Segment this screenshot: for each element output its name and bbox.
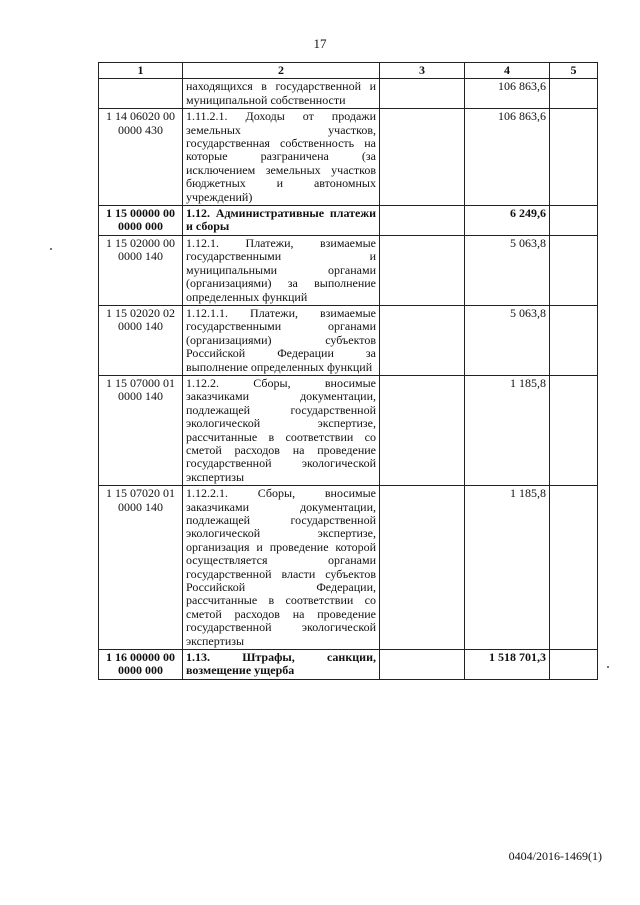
table-header-row — [99, 63, 598, 79]
row-code: 1 14 06020 00 0000 430 — [99, 109, 183, 206]
row-code: 1 15 02020 02 0000 140 — [99, 305, 183, 375]
row-col-3 — [380, 486, 465, 650]
header-col-5: 5 — [550, 63, 598, 79]
table-row — [99, 79, 598, 109]
row-col-3 — [380, 650, 465, 680]
row-col-5 — [550, 486, 598, 650]
row-code: 1 15 07000 01 0000 140 — [99, 375, 183, 485]
row-name: 1.13. Штрафы, санкции, возмещение ущерба — [183, 650, 380, 680]
table-row — [99, 235, 598, 305]
row-amount: 106 863,6 — [465, 109, 550, 206]
table-row — [99, 109, 598, 206]
row-name: 1.12.1. Платежи, взимаемые государственными и муниципальными органами (организациями) за выполнение определенных функций — [183, 235, 380, 305]
row-amount: 1 185,8 — [465, 486, 550, 650]
row-col-3 — [380, 375, 465, 485]
row-name: находящихся в государственной и муниципальной собственности — [183, 79, 380, 109]
row-code: 1 15 00000 00 0000 000 — [99, 206, 183, 236]
table-row — [99, 486, 598, 650]
header-col-4: 4 — [465, 63, 550, 79]
row-name: 1.11.2.1. Доходы от продажи земельных участков, государственная собственность на которые разграничена (за исключением земельных участков бюджетных и автономных учреждений) — [183, 109, 380, 206]
row-col-5 — [550, 375, 598, 485]
page-number: 17 — [313, 36, 327, 51]
row-name: 1.12.2.1. Сборы, вносимые заказчиками документации, подлежащей государственной экологической экспертизе, организация и проведение которой осуществляется органами государственной власти субъектов Российской Федерации, рассчитанные в соответствии со сметой расходов на проведение государственной экологической экспертизы — [183, 486, 380, 650]
row-code: 1 15 02000 00 0000 140 — [99, 235, 183, 305]
row-amount: 1 185,8 — [465, 375, 550, 485]
header-col-1: 1 — [99, 63, 183, 79]
table-row — [99, 206, 598, 236]
row-amount: 106 863,6 — [465, 79, 550, 109]
table-body — [99, 79, 598, 679]
row-name: 1.12.1.1. Платежи, взимаемые государственными органами (организациями) субъектов Российской Федерации за выполнение определенных функций — [183, 305, 380, 375]
row-col-5 — [550, 235, 598, 305]
row-col-3 — [380, 79, 465, 109]
row-col-3 — [380, 206, 465, 236]
row-amount: 6 249,6 — [465, 206, 550, 236]
row-col-5 — [550, 79, 598, 109]
row-col-5 — [550, 206, 598, 236]
scan-dot — [607, 666, 609, 668]
row-col-3 — [380, 305, 465, 375]
revenue-table — [98, 62, 598, 680]
row-col-5 — [550, 109, 598, 206]
row-name: 1.12.2. Сборы, вносимые заказчиками документации, подлежащей государственной экологической экспертизе, рассчитанные в соответствии со сметой расходов на проведение государственной экологической экспертизы — [183, 375, 380, 485]
row-code: 1 16 00000 00 0000 000 — [99, 650, 183, 680]
table-row — [99, 650, 598, 680]
scan-dot — [50, 248, 52, 250]
row-code — [99, 79, 183, 109]
header-col-3: 3 — [380, 63, 465, 79]
row-col-3 — [380, 109, 465, 206]
table-row — [99, 375, 598, 485]
document-number: 0404/2016-1469(1) — [508, 849, 602, 863]
row-amount: 1 518 701,3 — [465, 650, 550, 680]
row-amount: 5 063,8 — [465, 235, 550, 305]
row-col-5 — [550, 650, 598, 680]
row-amount: 5 063,8 — [465, 305, 550, 375]
header-col-2: 2 — [183, 63, 380, 79]
row-name: 1.12. Административные платежи и сборы — [183, 206, 380, 236]
row-col-3 — [380, 235, 465, 305]
row-code: 1 15 07020 01 0000 140 — [99, 486, 183, 650]
row-col-5 — [550, 305, 598, 375]
table-row — [99, 305, 598, 375]
